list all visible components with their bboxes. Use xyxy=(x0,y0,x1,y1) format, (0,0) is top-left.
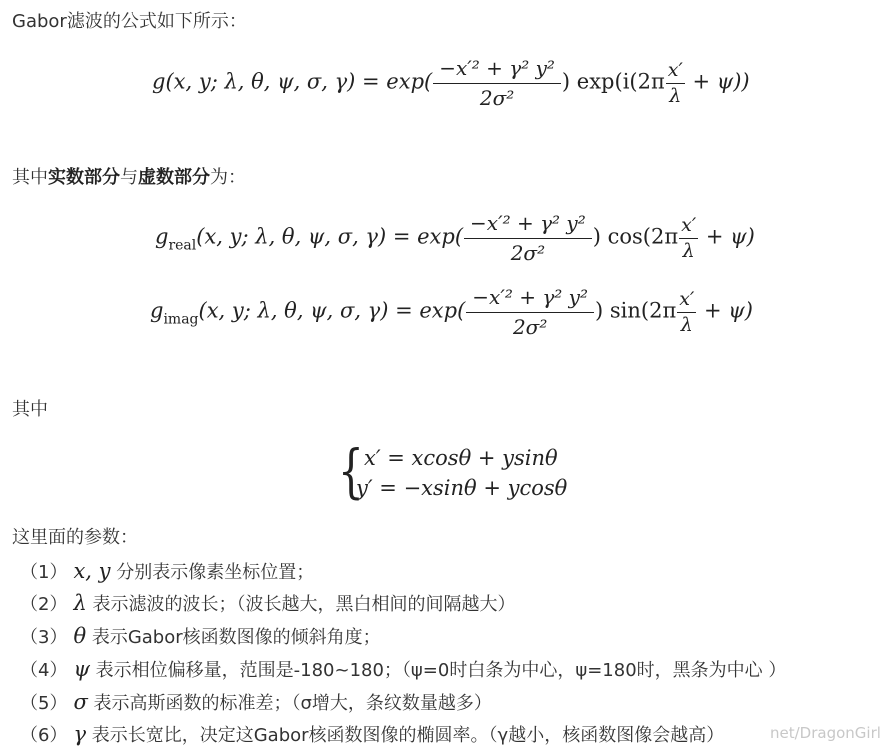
rotation-line-1: x′ = xcosθ + ysinθ xyxy=(364,446,558,470)
param-item-2: （2） λ 表示滤波的波长；（波长越大，黑白相间的间隔越大） xyxy=(20,591,516,615)
param-symbol: γ xyxy=(73,722,87,746)
param-item-4: （4） ψ 表示相位偏移量，范围是-180~180；（ψ=0时白条为中心，ψ=180时，黑条为中心 ） xyxy=(20,657,787,681)
param-symbol: λ xyxy=(73,591,87,615)
param-symbol: σ xyxy=(73,690,88,714)
param-symbol: ψ xyxy=(73,657,90,681)
formula-mid: ) exp(i(2π xyxy=(561,69,665,94)
gabor-formula xyxy=(152,55,750,111)
watermark: net/DragonGirl xyxy=(770,724,881,742)
formula-tail: + ψ)) xyxy=(685,69,750,94)
gaussian-fraction: $\frac{\text{−x′² + γ² y²}}{\text{2σ²}}$ xyxy=(433,55,561,111)
param-item-1: （1） x, y 分别表示像素坐标位置； xyxy=(20,559,315,583)
formula-lhs: g(x, y; λ, θ, ψ, σ, γ) = exp( xyxy=(152,69,433,94)
param-item-3: （3） θ 表示Gabor核函数图像的倾斜角度； xyxy=(20,624,381,648)
rotation-line-2: y′ = −xsinθ + ycosθ xyxy=(356,476,568,500)
params-title: 这里面的参数： xyxy=(12,527,138,548)
carrier-fraction: $\frac{x'}{\lambda}$ xyxy=(667,59,683,107)
real-formula: $g_{real}(x$, y; λ, θ, ψ, σ, γ) = exp( $\frac{\text{−x′² + γ² y²}}{\text{2σ²}}$ ) cos(2π $\frac{x'}{\lambda}$ + ψ) xyxy=(155,211,755,265)
imag-gaussian-fraction: $\frac{\text{−x′² + γ² y²}}{\text{2σ²}}$ xyxy=(466,284,594,340)
parts-sentence: 其中实数部分与虚数部分为： xyxy=(12,167,246,188)
imag-carrier-fraction: $\frac{x'}{\lambda}$ xyxy=(679,288,695,336)
real-gaussian-fraction: $\frac{\text{−x′² + γ² y²}}{\text{2σ²}}$ xyxy=(464,210,592,266)
imag-part-bold: 虚数部分 xyxy=(138,167,210,188)
qizhong-label: 其中 xyxy=(12,399,48,420)
intro-text: Gabor滤波的公式如下所示： xyxy=(12,11,247,32)
param-symbol: θ xyxy=(73,624,87,648)
imag-formula: $g_{imag}(x$, y; λ, θ, ψ, σ, γ) = exp( $\frac{\text{−x′² + γ² y²}}{\text{2σ²}}$ ) sin(2π $\frac{x'}{\lambda}$ + ψ) xyxy=(150,285,753,339)
real-carrier-fraction: $\frac{x'}{\lambda}$ xyxy=(681,214,697,262)
param-item-5: （5） σ 表示高斯函数的标准差；（σ增大，条纹数量越多） xyxy=(20,690,492,714)
param-item-6: （6） γ 表示长宽比，决定这Gabor核函数图像的椭圆率。（γ越小，核函数图像会越高） xyxy=(20,722,725,746)
real-part-bold: 实数部分 xyxy=(48,167,120,188)
left-brace-icon: { xyxy=(338,437,364,505)
param-symbol: x, y xyxy=(73,559,111,583)
